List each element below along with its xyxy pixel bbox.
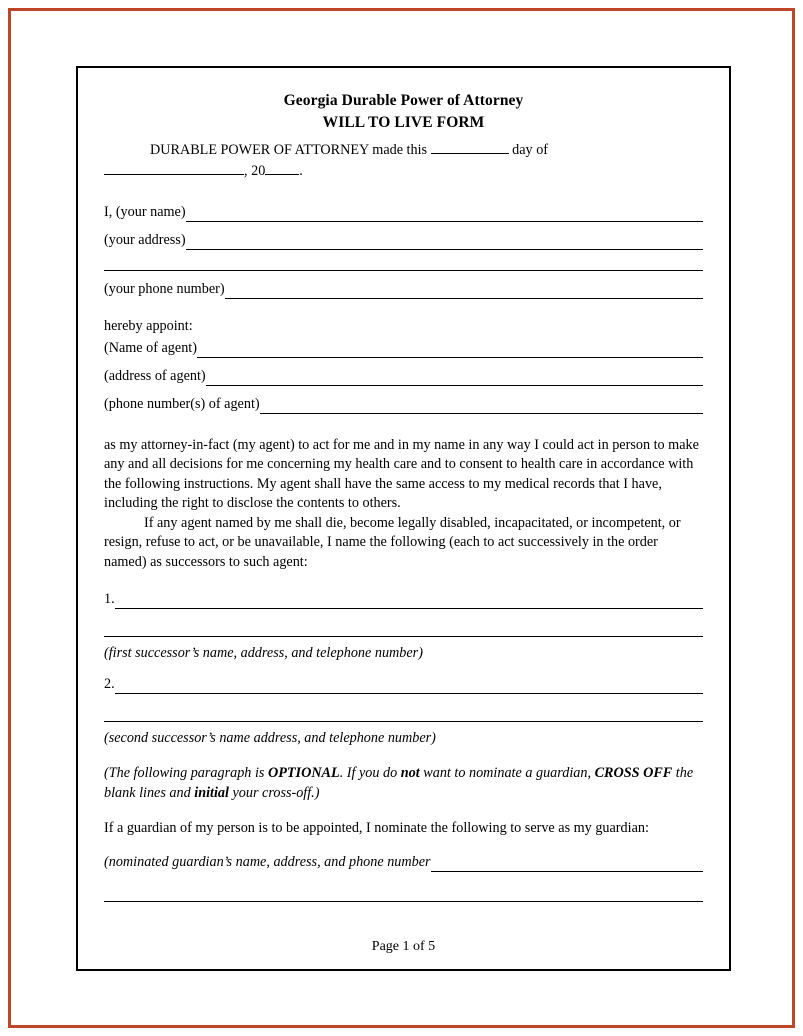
successor-1-caption: (first successor’s name, address, and telephone number) [104, 645, 423, 661]
appoint-label: hereby appoint: [104, 318, 193, 334]
intro-text-year: , 20 [244, 163, 266, 179]
intro-text-made-this: DURABLE POWER OF ATTORNEY made this [150, 142, 428, 158]
successor-2-row [104, 675, 703, 694]
optional-text-part4: the blank lines and [104, 765, 694, 801]
optional-text-part2: . If you do [339, 765, 401, 781]
successor-1-row [104, 590, 703, 609]
date-year-blank[interactable] [265, 161, 299, 175]
guardian-caption-row [104, 853, 703, 872]
successor-1-number: 1. [104, 591, 115, 607]
agent-address-label: (address of agent) [104, 367, 206, 384]
document-page [76, 66, 731, 971]
agent-phone-row [104, 395, 703, 414]
principal-address-input[interactable] [186, 235, 703, 250]
principal-name-input[interactable] [186, 207, 703, 222]
guardian-caption-label: (nominated guardian’s name, address, and phone number [104, 853, 431, 870]
guardian-input[interactable] [431, 857, 703, 872]
page-footer: Page 1 of 5 [371, 939, 436, 954]
intro-text-day-of: day of [512, 142, 549, 158]
intro-line-2 [104, 161, 703, 182]
date-month-blank[interactable] [104, 161, 244, 175]
agent-name-label: (Name of agent) [104, 339, 197, 356]
successor-2-input-line2[interactable] [104, 704, 703, 722]
optional-guardian-notice [104, 764, 703, 803]
principal-address-row [104, 231, 703, 250]
principal-name-row [104, 203, 703, 222]
agent-name-row [104, 339, 703, 358]
principal-address-input-line2[interactable] [104, 253, 703, 271]
principal-phone-row [104, 280, 703, 299]
guardian-paragraph: If a guardian of my person is to be appointed, I nominate the following to serve as my guardian: [104, 820, 649, 836]
intro-line-1 [104, 140, 703, 161]
successor-2-number: 2. [104, 676, 115, 692]
successor-2-caption: (second successor’s name address, and telephone number) [104, 730, 436, 746]
body-paragraph-1: as my attorney-in-fact (my agent) to act for me and in my name in any way I could act in person to make any and all decisions for me concerning my health care and to consent to health care in accordance with the following instructions. My agent shall have the same access to my medical records that I have, including the right to disclose the contents to others. [104, 436, 699, 511]
guardian-input-line2[interactable] [104, 884, 703, 902]
successor-1-input[interactable] [115, 594, 703, 609]
agent-phone-label: (phone number(s) of agent) [104, 395, 260, 412]
optional-text-bold-not: not [400, 765, 420, 781]
principal-phone-label: (your phone number) [104, 281, 225, 297]
principal-address-label: (your address) [104, 232, 186, 248]
principal-name-label: I, (your name) [104, 204, 186, 220]
agent-name-input[interactable] [197, 343, 703, 358]
successor-1-input-line2[interactable] [104, 619, 703, 637]
optional-text-bold-crossoff: CROSS OFF [594, 765, 673, 781]
date-day-blank[interactable] [431, 140, 509, 154]
optional-text-part1: (The following paragraph is [104, 765, 268, 781]
principal-phone-input[interactable] [225, 284, 703, 299]
agent-phone-input[interactable] [260, 399, 703, 414]
optional-text-bold-optional: OPTIONAL [267, 765, 340, 781]
optional-text-part3: want to nominate a guardian, [419, 765, 595, 781]
document-title: Georgia Durable Power of Attorney [283, 92, 524, 109]
body-paragraph-2: If any agent named by me shall die, become legally disabled, incapacitated, or incompetent, or resign, refuse to act, or be unavailable, I name the following (each to act successively in the order named) as successors to such agent: [104, 514, 681, 570]
document-subtitle: WILL TO LIVE FORM [322, 114, 485, 131]
successor-2-input[interactable] [115, 679, 703, 694]
optional-text-bold-initial: initial [194, 784, 229, 801]
agent-address-input[interactable] [206, 371, 703, 386]
optional-text-part5: your cross-off.) [228, 784, 320, 801]
agent-address-row [104, 367, 703, 386]
intro-text-period: . [299, 163, 303, 179]
decorative-outer-frame [8, 8, 795, 1028]
